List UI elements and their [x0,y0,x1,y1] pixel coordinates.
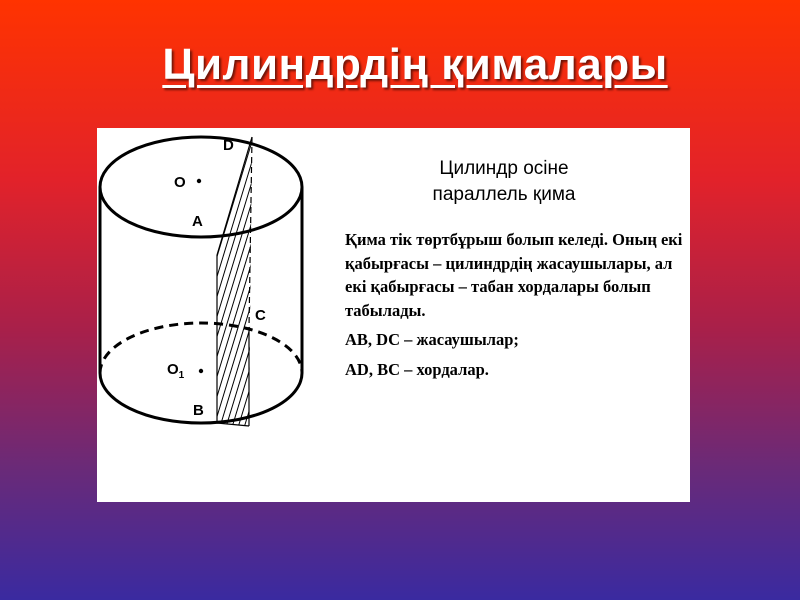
center-point-o1 [199,369,203,373]
cylinder-figure [97,128,337,502]
point-label-c: C [255,307,266,324]
chords-line: AD, BC – хордалар. [345,359,489,379]
description-paragraph: Қима тік төртбұрыш болып келеді. Оның екі қабырғасы – цилиндрдің жасаушылары, ал екі қабырғасы – табан хордалары болып табылады. [345,230,683,320]
point-label-o1-subscript: 1 [178,370,185,381]
heading-line-1: Цилиндр осіне [439,158,569,179]
point-label-o: O [174,174,186,191]
content-panel [97,128,690,502]
center-point-o [197,179,201,183]
point-label-o1 [167,361,184,381]
cylinder-diagram [97,128,337,502]
point-label-a: A [192,213,203,230]
heading-line-2: параллель қима [432,184,576,205]
bottom-base-back [100,323,302,373]
section-heading [379,156,629,208]
section-hatching [177,128,317,502]
point-label-d: D [223,137,234,154]
point-label-o1-main: O [167,361,179,378]
slide-title: Цилиндрдің қималары [162,40,668,89]
generators-line: AB, DC – жасаушылар; [345,330,519,349]
description-text [345,228,685,387]
point-label-b: B [193,402,204,419]
